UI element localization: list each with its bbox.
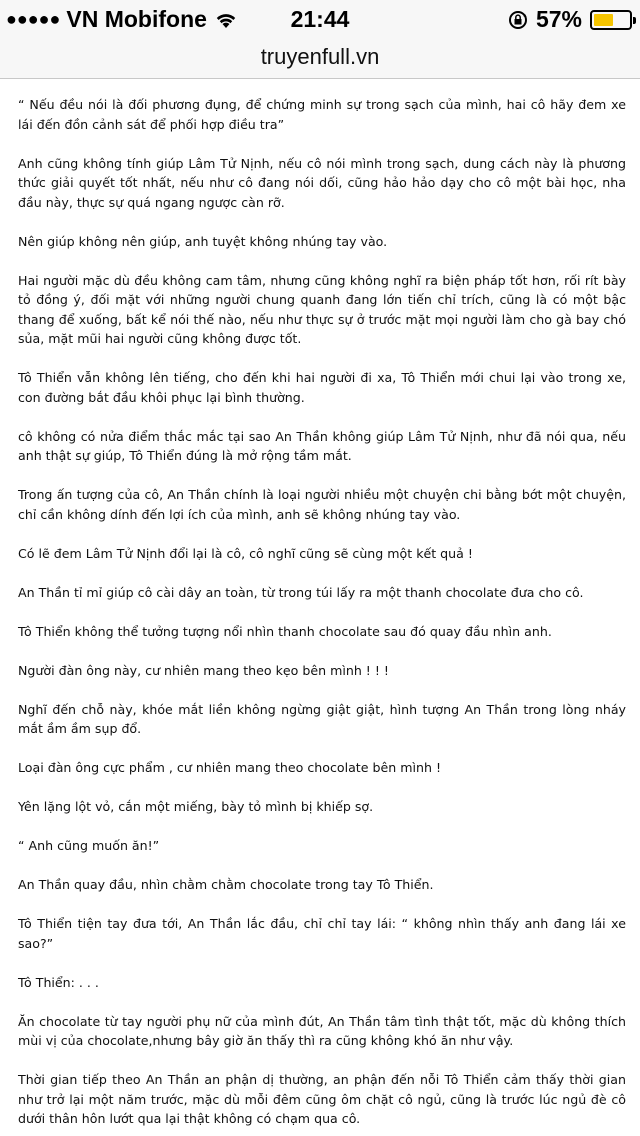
paragraph: Ăn chocolate từ tay người phụ nữ của mình đút, An Thần tâm tình thật tốt, mặc dù không thích mùi vị của chocolate,nhưng bây giờ ăn thấy thì ra cũng không khó ăn như vậy.: [18, 1013, 626, 1048]
paragraph: An Thần quay đầu, nhìn chằm chằm chocolate trong tay Tô Thiển.: [18, 877, 434, 892]
battery-tip: [633, 17, 636, 24]
chapter-text: [18, 95, 626, 1136]
paragraph: Tô Thiển tiện tay đưa tới, An Thần lắc đầu, chỉ chỉ tay lái: “ không nhìn thấy anh đang lái xe sao?”: [18, 916, 626, 951]
page-content[interactable]: [0, 79, 640, 1136]
paragraph: Có lẽ đem Lâm Tử Nịnh đổi lại là cô, cô nghĩ cũng sẽ cùng một kết quả !: [18, 545, 473, 561]
paragraph: An Thần tỉ mỉ giúp cô cài dây an toàn, từ trong túi lấy ra một thanh chocolate đưa cho cô.: [18, 584, 584, 600]
clock-time: 21:44: [290, 6, 350, 32]
paragraph: Tô Thiển không thể tưởng tượng nổi nhìn thanh chocolate sau đó quay đầu nhìn anh.: [18, 623, 552, 639]
paragraph: Tô Thiển: . . .: [18, 974, 99, 990]
paragraph: Người đàn ông này, cư nhiên mang theo kẹo bên mình ! ! !: [18, 662, 389, 678]
paragraph: Tô Thiển vẫn không lên tiếng, cho đến khi hai người đi xa, Tô Thiển mới chui lại vào trong xe, con đường bắt đầu khôi phục lại bình thường.: [18, 370, 626, 405]
paragraph: “ Nếu đều nói là đối phương đụng, để chứng minh sự trong sạch của mình, hai cô hãy đem xe lái đến đồn cảnh sát để phối hợp điều tra”: [18, 97, 626, 132]
battery-icon: [590, 10, 632, 30]
paragraph: Nghĩ đến chỗ này, khóe mắt liền không ngừng giật giật, hình tượng An Thần trong lòng nháy mắt ầm ầm sụp đổ.: [18, 701, 626, 736]
paragraph: Hai người mặc dù đều không cam tâm, nhưng cũng không nghĩ ra biện pháp tốt hơn, rối rít bày tỏ đồng ý, đối mặt với những người chung quanh đang lớn tiến chỉ trích, cũng là có một bậc thang để xuống, bất kể nói thế nào, nếu như thực sự ở trước mặt mọi người làm cho gà bay chó sủa, mặt mũi hai người cũng không được tốt.: [18, 272, 626, 346]
status-bar: [0, 0, 640, 42]
address-domain[interactable]: truyenfull.vn: [260, 44, 380, 69]
signal-strength-dots: ●●●●●: [6, 9, 61, 29]
paragraph: cô không có nửa điểm thắc mắc tại sao An Thần không giúp Lâm Tử Nịnh, như đã nói qua, nếu anh thật sự giúp, Tô Thiển đúng là mở rộng tầm mắt.: [18, 428, 626, 463]
carrier-name: VN Mobifone: [66, 6, 207, 32]
rotation-lock-icon: [508, 10, 528, 30]
paragraph: Trong ấn tượng của cô, An Thần chính là loại người nhiều một chuyện chi bằng bớt một chuyện, chỉ cần không dính đến lợi ích của mình, anh sẽ không nhúng tay vào.: [18, 487, 626, 522]
paragraph: Anh cũng không tính giúp Lâm Tử Nịnh, nếu cô nói mình trong sạch, dung cách này là phương thức giải quyết tốt nhất, nếu như cô đang nói dối, cũng hảo hảo dạy cho cô một bài học, nha đầu này, thực sự quá ngang ngược càn rỡ.: [18, 155, 626, 210]
paragraph: “ Anh cũng muốn ăn!”: [18, 838, 160, 853]
address-bar[interactable]: [0, 42, 640, 79]
wifi-icon: [215, 11, 237, 29]
paragraph: Nên giúp không nên giúp, anh tuyệt không nhúng tay vào.: [18, 233, 388, 249]
paragraph: Yên lặng lột vỏ, cắn một miếng, bày tỏ mình bị khiếp sợ.: [18, 799, 374, 814]
status-right: [508, 6, 632, 33]
paragraph: Loại đàn ông cực phẩm , cư nhiên mang theo chocolate bên mình !: [18, 760, 442, 775]
battery-level-fill: [594, 14, 613, 26]
battery-percent: 57%: [535, 6, 582, 32]
paragraph: Thời gian tiếp theo An Thần an phận dị thường, an phận đến nỗi Tô Thiển cảm thấy thời gian như trở lại một năm trước, mặc dù mỗi đêm cũng ôm chặt cô ngủ, cũng là trước lúc ngủ đè cô dưới thân hôn lướt qua lại thật không có chạm qua cô.: [18, 1072, 626, 1126]
status-left: [6, 6, 237, 33]
